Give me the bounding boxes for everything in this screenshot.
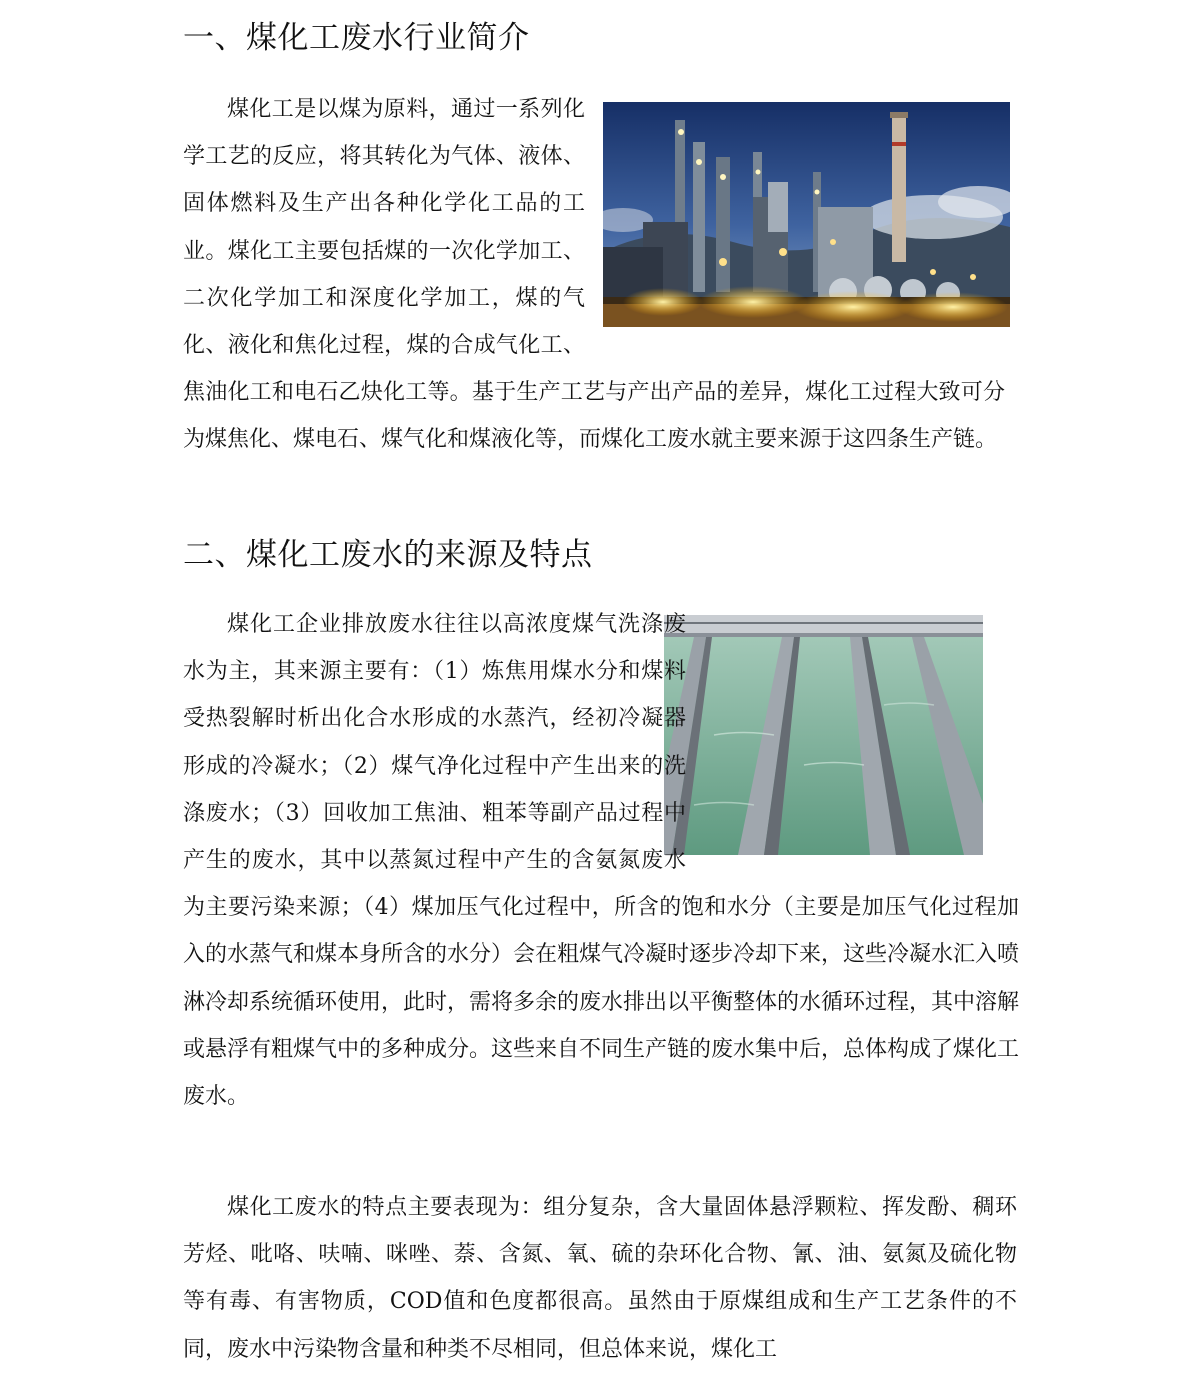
intro-paragraph: 煤化工是以煤为原料，通过一系列化学工艺的反应，将其转化为气体、液体、固体燃料及生产出各种化学化工品的工业。煤化工主要包括煤的一次化学加工、二次化学加工和深度化学加工，煤的气化、液化和焦化过程，煤的合成气化工、焦油化工和电石乙炔化工等。基于生产工艺与产出产品的差异，煤化工过程大致可分为煤焦化、煤电石、煤气化和煤液化等，而煤化工废水就主要来源于这四条生产链。 — [183, 97, 1005, 453]
section-heading-intro: 一、煤化工废水行业简介 — [183, 20, 530, 56]
sources-paragraph-block — [183, 601, 1019, 1120]
section-heading-sources: 二、煤化工废水的来源及特点 — [183, 537, 593, 573]
intro-paragraph-block — [183, 86, 1005, 464]
features-paragraph: 煤化工废水的特点主要表现为：组分复杂，含大量固体悬浮颗粒、挥发酚、稠环芳烃、吡咯、呋喃、咪唑、萘、含氮、氧、硫的杂环化合物、氰、油、氨氮及硫化物等有毒、有害物质，COD值和色度都很高。虽然由于原煤组成和生产工艺条件的不同，废水中污染物含量和种类不尽相同，但总体来说，煤化工 — [183, 1195, 1017, 1362]
features-paragraph-block — [183, 1184, 1017, 1373]
sources-paragraph: 煤化工企业排放废水往往以高浓度煤气洗涤废水为主，其来源主要有：（1）炼焦用煤水分和煤料受热裂解时析出化合水形成的水蒸汽，经初冷凝器形成的冷凝水；（2）煤气净化过程中产生出来的洗涤废水；（3）回收加工焦油、粗苯等副产品过程中产生的废水，其中以蒸氮过程中产生的含氨氮废水为主要污染来源；（4）煤加压气化过程中，所含的饱和水分（主要是加压气化过程加入的水蒸气和煤本身所含的水分）会在粗煤气冷凝时逐步冷却下来，这些冷凝水汇入喷淋冷却系统循环使用，此时，需将多余的废水排出以平衡整体的水循环过程，其中溶解或悬浮有粗煤气中的多种成分。这些来自不同生产链的废水集中后，总体构成了煤化工废水。 — [183, 612, 1020, 1110]
